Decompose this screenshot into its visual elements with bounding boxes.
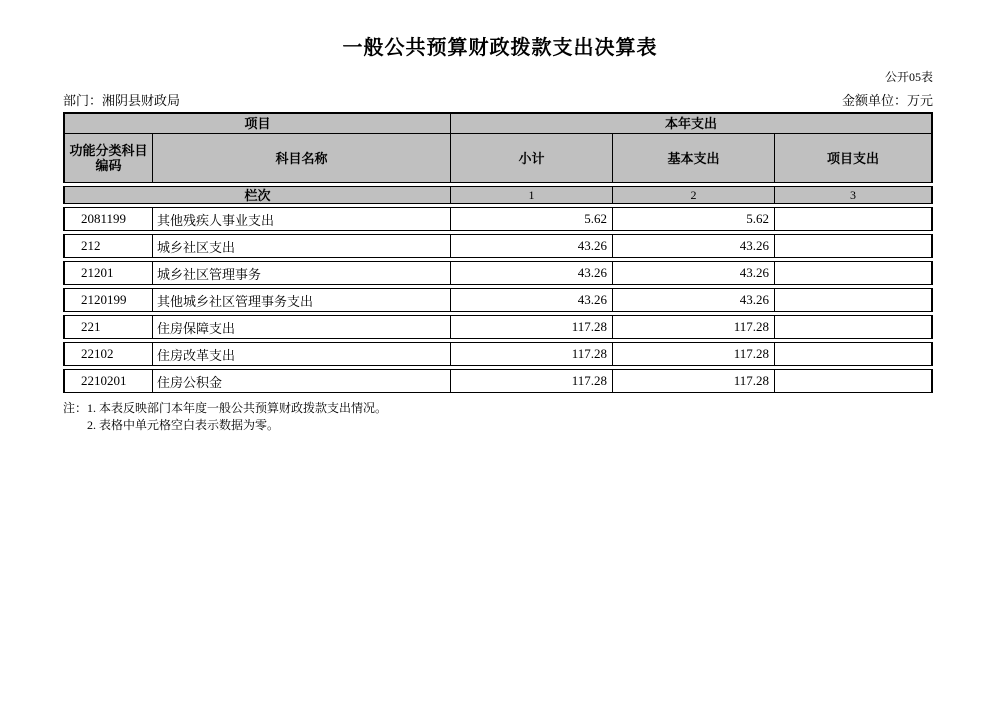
unit-label: 金额单位：万元 bbox=[841, 93, 933, 108]
footnote-line-2: 2. 表格中单元格空白表示数据为零。 bbox=[87, 418, 280, 432]
row-project bbox=[775, 343, 931, 365]
table-row bbox=[63, 288, 933, 312]
row-project bbox=[775, 235, 931, 257]
rank-col-1: 1 bbox=[451, 187, 613, 203]
row-name: 住房公积金 bbox=[153, 370, 451, 392]
row-name: 其他城乡社区管理事务支出 bbox=[153, 289, 451, 311]
rank-col-2: 2 bbox=[613, 187, 775, 203]
row-basic: 43.26 bbox=[613, 262, 775, 284]
row-project bbox=[775, 289, 931, 311]
row-project bbox=[775, 208, 931, 230]
row-name: 城乡社区管理事务 bbox=[153, 262, 451, 284]
row-name: 住房改革支出 bbox=[153, 343, 451, 365]
table-row bbox=[63, 234, 933, 258]
row-subtotal: 43.26 bbox=[451, 262, 613, 284]
row-code: 2210201 bbox=[65, 370, 153, 392]
table-header-group-row bbox=[65, 114, 931, 134]
footnote-line-1: 注：1. 本表反映部门本年度一般公共预算财政拨款支出情况。 bbox=[63, 401, 388, 415]
doc-number-label: 公开05表 bbox=[884, 70, 933, 84]
header-col-name: 科目名称 bbox=[153, 134, 451, 182]
rank-label: 栏次 bbox=[65, 187, 451, 203]
page-title: 一般公共预算财政拨款支出决算表 bbox=[342, 37, 658, 59]
table-row bbox=[63, 207, 933, 231]
header-col-project: 项目支出 bbox=[826, 150, 879, 166]
row-subtotal: 117.28 bbox=[451, 370, 613, 392]
row-code: 2081199 bbox=[65, 208, 153, 230]
header-col-basic: 基本支出 bbox=[613, 134, 775, 182]
row-code: 221 bbox=[65, 316, 153, 338]
row-subtotal: 43.26 bbox=[451, 289, 613, 311]
row-project bbox=[775, 316, 931, 338]
table-row bbox=[63, 369, 933, 393]
row-project bbox=[775, 370, 931, 392]
row-subtotal: 117.28 bbox=[451, 316, 613, 338]
document-content bbox=[63, 68, 933, 434]
row-basic: 117.28 bbox=[613, 316, 775, 338]
row-code: 22102 bbox=[65, 343, 153, 365]
header-col-subtotal: 小计 bbox=[451, 134, 613, 182]
header-group-current-year: 本年支出 bbox=[664, 116, 717, 131]
row-name: 住房保障支出 bbox=[153, 316, 451, 338]
row-name: 其他残疾人事业支出 bbox=[153, 208, 451, 230]
footnotes bbox=[63, 400, 933, 434]
row-basic: 117.28 bbox=[613, 343, 775, 365]
header-col-code: 功能分类科目编码 bbox=[65, 134, 153, 182]
row-subtotal: 43.26 bbox=[451, 235, 613, 257]
meta-row bbox=[63, 90, 933, 109]
rank-col-3: 3 bbox=[850, 187, 856, 202]
table-row bbox=[63, 261, 933, 285]
department-label: 部门：湘阴县财政局 bbox=[63, 93, 181, 108]
header-group-project: 项目 bbox=[65, 114, 451, 133]
table-header-columns-row bbox=[65, 134, 931, 182]
row-name: 城乡社区支出 bbox=[153, 235, 451, 257]
row-basic: 43.26 bbox=[613, 235, 775, 257]
row-basic: 43.26 bbox=[613, 289, 775, 311]
row-code: 2120199 bbox=[65, 289, 153, 311]
row-basic: 117.28 bbox=[613, 370, 775, 392]
table-row bbox=[63, 342, 933, 366]
row-subtotal: 5.62 bbox=[451, 208, 613, 230]
row-basic: 5.62 bbox=[613, 208, 775, 230]
row-subtotal: 117.28 bbox=[451, 343, 613, 365]
table-rank-row bbox=[63, 186, 933, 204]
row-code: 212 bbox=[65, 235, 153, 257]
table-header-block bbox=[63, 112, 933, 183]
row-project bbox=[775, 262, 931, 284]
table-row bbox=[63, 315, 933, 339]
row-code: 21201 bbox=[65, 262, 153, 284]
